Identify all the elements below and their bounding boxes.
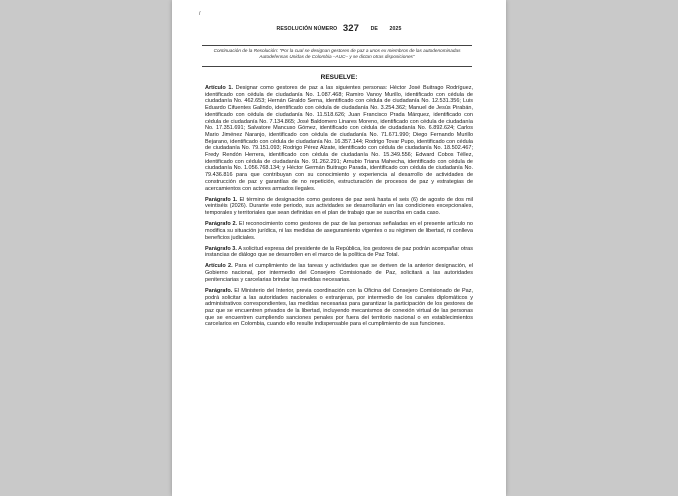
resolution-year: 2025 <box>389 26 402 32</box>
paragraph-3 <box>205 246 473 259</box>
article-2 <box>205 263 473 283</box>
document-page <box>172 0 506 496</box>
article-title: Parágrafo 2. <box>205 221 238 228</box>
resolution-de: DE <box>370 26 378 32</box>
resolution-header <box>172 22 506 33</box>
paragraph-2 <box>205 221 473 241</box>
article-text: El Ministerio del Interior, previa coordinación con la Oficina del Consejero Comisionado de Paz, podrá solicitar a las autoridades nacionales o extranjeras, por intermedio de los canales diplomáticos y administrativos correspondientes, las medidas necesarias para garantizar la participación de los gestores de paz que se encuentren privados de la libertad, incluyendo mecanismos de conexión virtual de las personas que se encuentren cumpliendo sanciones penales por fuera del territorio nacional o en establecimientos carcelarios en Colombia, cuando ello resulte indispensable para el cumplimiento de sus funciones. <box>205 287 473 328</box>
article-title: Parágrafo. <box>205 287 233 294</box>
article-text: A solicitud expresa del presidente de la República, los gestores de paz podrán acompañar otras instancias de diálogo que se desarrollen en el marco de la política de Paz Total. <box>205 245 473 259</box>
continuation-box <box>202 45 472 67</box>
article-text: Para el cumplimiento de las tareas y actividades que se deriven de la anterior designación, el Gobierno nacional, por intermedio del Consejero Comisionado de Paz, solicitará a las autoridades penitenciarias y carcelarias brindar las medidas necesarias. <box>205 263 473 283</box>
article-text: El término de designación como gestores de paz será hasta el seis (6) de agosto de dos mil veintiséis (2026). Durante este periodo, sus actividades se desarrollarán en las condiciones excepcionales, temporales y territoriales que sean definidas en el plan de trabajo que se suscriba en cada caso. <box>205 196 474 217</box>
article-text: Designar como gestores de paz a las siguientes personas: Héctor José Buitrago Rodríguez, identificado con cédula de ciudadanía No. 1.087.468; Ramiro Vanoy Murillo, identificado con cédula de ciudadanía No. 462.653; Hernán Giraldo Serna, identificado con cédula de ciudadanía No. 12.531.356; Luis Eduardo Cifuentes Galindo, identificado con cédula de ciudadanía No. 3.254.362; Manuel de Jesús Pirabán, identificado con cédula de ciudadanía No. 11.518.626; Juan Francisco Prada Márquez, identificado con cédula de ciudadanía No. 7.134.865; José Baldomero Linares Moreno, identificado con cédula de ciudadanía No. 17.351.691; Salvatore Mancuso Gómez, identificado con cédula de ciudadanía No. 6.892.624; Carlos Mario Jiménez Naranjo, identificado con cédula de ciudadanía No. 71.671.990; Diego Fernando Murillo Bejarano, identificado con cédula de ciudadanía No. 16.357.144; Rodrigo Tovar Pupo, identificado con cédula de ciudadanía No. 79.151.093; Rodrigo Pérez Alzate, identificado con cédula de ciudadanía No. 18.502.467; Fredy Rendón Herrera, identificado con cédula de ciudadanía No. 15.349.556; Edward Cobos Téllez, identificado con cédula de ciudadanía No. 91.262.291; Arnubio Triana Mahecha, identificado con cédula de ciudadanía No. 1.056.768.134; y Héctor Germán Buitrago Parada, identificado con cédula de ciudadanía No. 79.436.816 para que contribuyan con su conocimiento y experiencia al desarrollo de actividades de construcción de paz y garantías de no repetición, estructuración de procesos de paz y estrategias de acercamientos con actores armados ilegales. <box>205 85 473 192</box>
article-text: El reconocimiento como gestores de paz de las personas señaladas en el presente artículo no modifica su situación jurídica, ni las medidas de aseguramiento vigentes o su régimen de libertad, ni conlleva beneficios judiciales. <box>205 221 473 241</box>
resolution-body <box>205 85 473 333</box>
article-title: Artículo 2. <box>205 263 233 270</box>
article-title: Parágrafo 3. <box>205 245 237 252</box>
page-mark: / <box>199 11 201 17</box>
resolution-label: RESOLUCIÓN NÚMERO <box>276 26 338 32</box>
resolution-number: 327 <box>342 23 360 34</box>
paragraph-1 <box>205 197 473 217</box>
article-title: Parágrafo 1. <box>205 196 238 203</box>
article-1 <box>205 85 473 192</box>
paragraph-final <box>205 288 473 328</box>
continuation-text: Continuación de la Resolución: "Por la cual se designan gestores de paz a unos ex miembros de las autodenominadas Autodefensas Unidas de Colombia –AUC– y se dictan otras disposiciones" <box>213 48 461 60</box>
article-title: Artículo 1. <box>205 85 233 91</box>
resuelve-heading: RESUELVE: <box>320 74 358 81</box>
